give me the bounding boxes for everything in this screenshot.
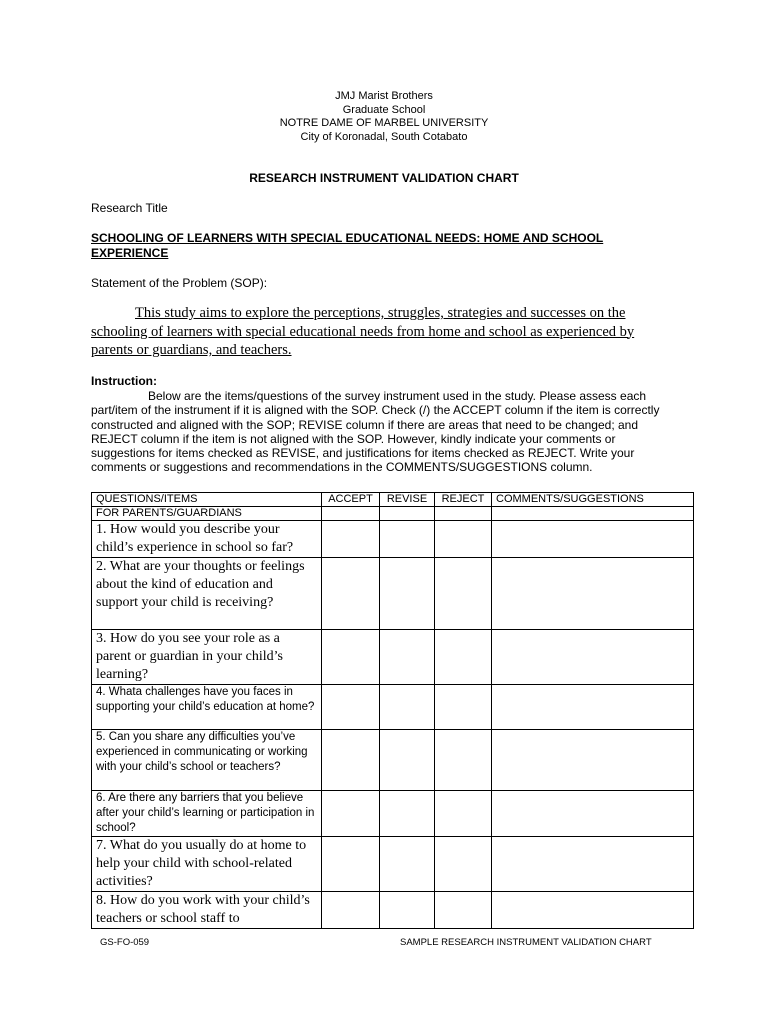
revise-cell[interactable] xyxy=(380,892,435,929)
comments-cell[interactable] xyxy=(492,630,694,685)
validation-table xyxy=(91,492,694,929)
institution-header xyxy=(0,90,768,144)
header-questions: QUESTIONS/ITEMS xyxy=(92,493,322,507)
instruction-text: Below are the items/questions of the survey instrument used in the study. Please assess each part/item of the instrument if it is aligned with the SOP. Check (/) the ACCEPT column if the item is correctly constructed and aligned with the SOP; REVISE column if there are areas that need to be changed; and REJECT column if the item is not aligned with the SOP. However, kindly indicate your comments or suggestions for items checked as REVISE, and justifications for items checked as REJECT. Write your comments or suggestions and recommendations in the COMMENTS/SUGGESTIONS column. xyxy=(91,389,660,475)
table-row xyxy=(92,791,694,837)
table-row xyxy=(92,685,694,730)
form-code: GS-FO-059 xyxy=(100,937,150,948)
section-label: FOR PARENTS/GUARDIANS xyxy=(92,507,322,521)
table-row xyxy=(92,892,694,929)
comments-cell[interactable] xyxy=(492,791,694,837)
header-accept: ACCEPT xyxy=(322,493,380,507)
comments-cell[interactable] xyxy=(492,521,694,558)
accept-cell[interactable] xyxy=(322,730,380,791)
accept-cell[interactable] xyxy=(322,521,380,558)
sop-text: This study aims to explore the perceptions, struggles, strategies and successes on the schooling of learners with special educational needs from home and school as experienced by parents or guardians, and teachers. xyxy=(91,305,635,358)
comments-cell[interactable] xyxy=(492,892,694,929)
question-cell: 4. Whata challenges have you faces in supporting your child’s education at home? xyxy=(92,685,322,730)
reject-cell[interactable] xyxy=(435,730,492,791)
section-row xyxy=(92,507,694,521)
accept-cell[interactable] xyxy=(322,837,380,892)
header-line-1: JMJ Marist Brothers xyxy=(335,90,433,102)
reject-cell[interactable] xyxy=(435,892,492,929)
table-row xyxy=(92,558,694,630)
comments-cell[interactable] xyxy=(492,730,694,791)
reject-cell[interactable] xyxy=(435,685,492,730)
sop-statement xyxy=(91,304,671,360)
instruction-body xyxy=(91,389,681,475)
table-row xyxy=(92,630,694,685)
header-line-3: NOTRE DAME OF MARBEL UNIVERSITY xyxy=(279,117,489,129)
accept-cell[interactable] xyxy=(322,630,380,685)
revise-cell[interactable] xyxy=(380,685,435,730)
revise-cell[interactable] xyxy=(380,791,435,837)
footer-title: SAMPLE RESEARCH INSTRUMENT VALIDATION CHART xyxy=(400,937,652,948)
question-cell: 2. What are your thoughts or feelings about the kind of education and support your child is receiving? xyxy=(92,558,322,630)
reject-cell[interactable] xyxy=(435,521,492,558)
comments-cell[interactable] xyxy=(492,558,694,630)
accept-cell[interactable] xyxy=(322,791,380,837)
revise-cell[interactable] xyxy=(380,558,435,630)
question-cell: 1. How would you describe your child’s experience in school so far? xyxy=(92,521,322,558)
reject-cell[interactable] xyxy=(435,791,492,837)
reject-cell[interactable] xyxy=(435,630,492,685)
header-comments: COMMENTS/SUGGESTIONS xyxy=(492,493,694,507)
question-cell: 7. What do you usually do at home to help your child with school-related activities? xyxy=(92,837,322,892)
question-cell: 3. How do you see your role as a parent or guardian in your child’s learning? xyxy=(92,630,322,685)
header-line-4: City of Koronadal, South Cotabato xyxy=(300,130,468,143)
revise-cell[interactable] xyxy=(380,730,435,791)
table-row xyxy=(92,837,694,892)
header-revise: REVISE xyxy=(380,493,435,507)
sop-label: Statement of the Problem (SOP): xyxy=(91,276,268,290)
accept-cell[interactable] xyxy=(322,685,380,730)
instruction-label: Instruction: xyxy=(91,374,157,388)
table-row xyxy=(92,730,694,791)
revise-cell[interactable] xyxy=(380,630,435,685)
revise-cell[interactable] xyxy=(380,521,435,558)
reject-cell[interactable] xyxy=(435,837,492,892)
accept-cell[interactable] xyxy=(322,558,380,630)
header-line-2: Graduate School xyxy=(342,103,426,116)
question-cell: 6. Are there any barriers that you believe after your child’s learning or participation in school? xyxy=(92,791,322,837)
comments-cell[interactable] xyxy=(492,685,694,730)
accept-cell[interactable] xyxy=(322,892,380,929)
table-row xyxy=(92,521,694,558)
question-cell: 8. How do you work with your child’s teachers or school staff to xyxy=(92,892,322,929)
research-title-label: Research Title xyxy=(91,201,168,215)
reject-cell[interactable] xyxy=(435,558,492,630)
header-reject: REJECT xyxy=(435,493,492,507)
revise-cell[interactable] xyxy=(380,837,435,892)
question-cell: 5. Can you share any difficulties you’ve experienced in communicating or working with your child’s school or teachers? xyxy=(92,730,322,791)
document-title: RESEARCH INSTRUMENT VALIDATION CHART xyxy=(249,171,519,185)
comments-cell[interactable] xyxy=(492,837,694,892)
table-header-row xyxy=(92,493,694,507)
research-title-value: SCHOOLING OF LEARNERS WITH SPECIAL EDUCATIONAL NEEDS: HOME AND SCHOOL EXPERIENCE xyxy=(91,231,604,260)
